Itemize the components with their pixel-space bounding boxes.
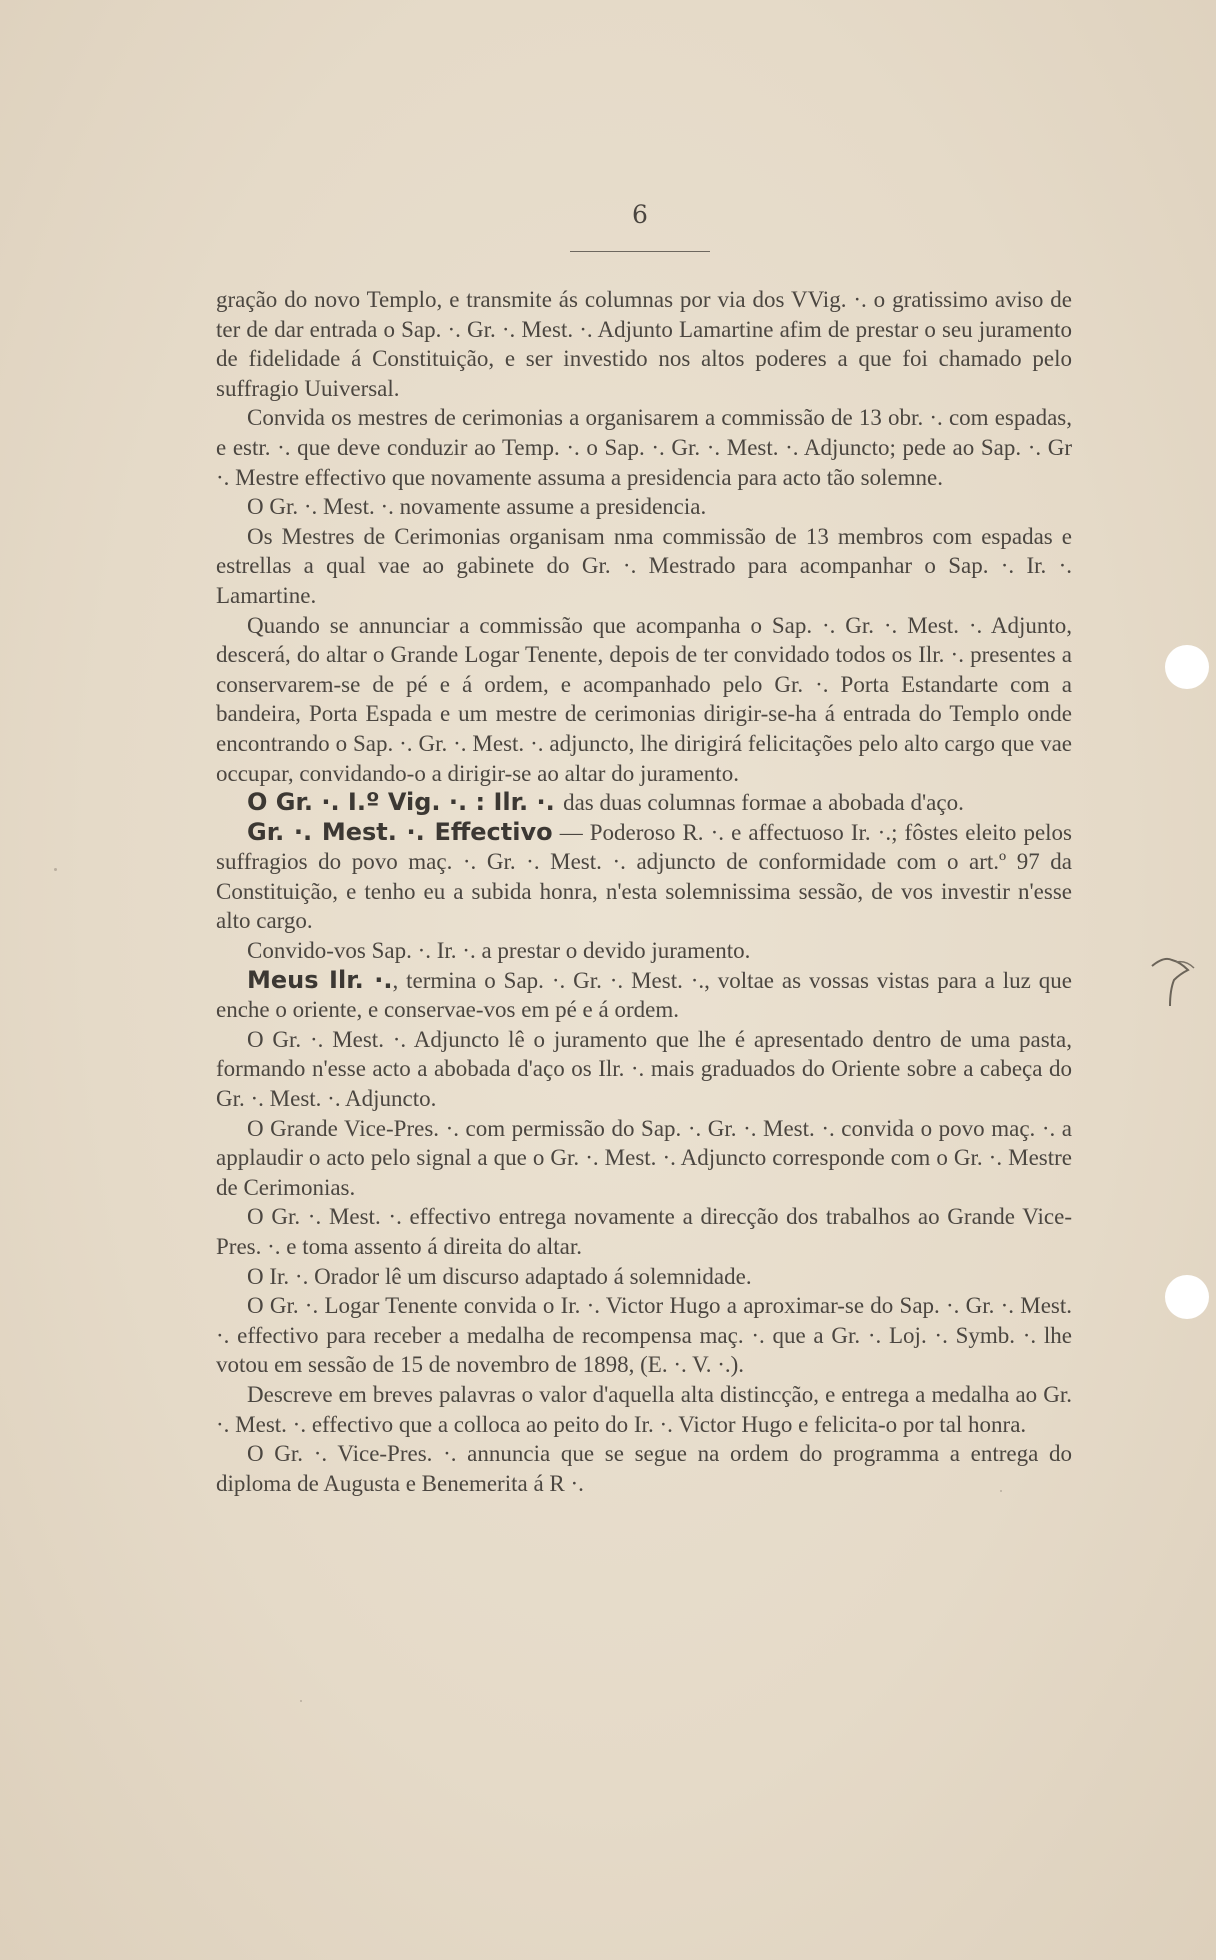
text-run: Convida os mestres de cerimonias a organisarem a commissão de 13 obr. ·. com espadas, e estr. ·. que deve conduzir ao Temp. ·. o Sap. ·. Gr. ·. Mest. ·. Adjuncto; pede ao Sap. ·. Gr ·. Mestre effectivo que novamente assuma a presidencia para acto tão solemne. bbox=[216, 405, 1072, 490]
paper-speck bbox=[54, 868, 57, 871]
paragraph bbox=[216, 285, 1072, 403]
paragraph bbox=[216, 1380, 1072, 1439]
paragraph bbox=[216, 966, 1072, 1025]
paragraph bbox=[216, 788, 1072, 818]
header-rule bbox=[570, 251, 710, 252]
body-text bbox=[216, 285, 1072, 1498]
binding-hole bbox=[1165, 645, 1209, 689]
text-run: O Gr. ·. Vice-Pres. ·. annuncia que se segue na ordem do programma a entrega do diploma de Augusta e Benemerita á R ·. bbox=[216, 1441, 1072, 1496]
ink-mark bbox=[1150, 950, 1196, 1010]
paragraph bbox=[216, 818, 1072, 936]
text-run: das duas columnas formae a abobada d'aço. bbox=[563, 790, 964, 816]
text-run: O Ir. ·. Orador lê um discurso adaptado á solemnidade. bbox=[247, 1263, 752, 1289]
text-run: Convido-vos Sap. ·. Ir. ·. a prestar o devido juramento. bbox=[247, 938, 751, 964]
text-run: O Gr. ·. Mest. ·. effectivo entrega novamente a direcção dos trabalhos ao Grande Vice-Pres. ·. e toma assento á direita do altar. bbox=[216, 1204, 1072, 1259]
paragraph bbox=[216, 1025, 1072, 1114]
text-run: Os Mestres de Cerimonias organisam nma commissão de 13 membros com espadas e estrellas a qual vae ao gabinete do Gr. ·. Mestrado para acompanhar o Sap. ·. Ir. ·. Lamartine. bbox=[216, 523, 1072, 608]
text-run: — Poderoso R. ·. e affectuoso Ir. ·.; fôstes eleito pelos suffragios do povo maç. ·. Gr. ·. Mest. ·. adjuncto de conformidade com o art.º 97 da Constituição, e tenho eu a subida honra, n'esta solemnissima sessão, de vos investir n'esse alto cargo. bbox=[216, 819, 1072, 934]
paragraph bbox=[216, 1291, 1072, 1380]
paragraph bbox=[216, 936, 1072, 966]
text-run: O Gr. ·. Mest. ·. Adjuncto lê o juramento que lhe é apresentado dentro de uma pasta, formando n'esse acto a abobada d'aço os Ilr. ·. mais graduados do Oriente sobre a cabeça do Gr. ·. Mest. ·. Adjuncto. bbox=[216, 1026, 1072, 1112]
paragraph bbox=[216, 1262, 1072, 1292]
paragraph bbox=[216, 522, 1072, 611]
paragraph bbox=[216, 611, 1072, 789]
text-run: O Grande Vice-Pres. ·. com permissão do Sap. ·. Gr. ·. Mest. ·. convida o povo maç. ·. a applaudir o acto pelo signal a que o Gr. ·. Mest. ·. Adjuncto corresponde com o Gr. ·. Mestre de Cerimonias. bbox=[216, 1115, 1072, 1200]
text-run: Quando se annunciar a commissão que acompanha o Sap. ·. Gr. ·. Mest. ·. Adjunto, descerá, do altar o Grande Logar Tenente, depois de ter convidado todos os Ilr. ·. presentes a conservarem-se de pé e á ordem, e acompanhado pelo Gr. ·. Porta Estandarte com a bandeira, Porta Espada e um mestre de cerimonias dirigir-se-ha á entrada do Templo onde encontrando o Sap. ·. Gr. ·. Mest. ·. adjuncto, lhe dirigirá felicitações pelo alto cargo que vae occupar, convidando-o a dirigir-se ao altar do juramento. bbox=[216, 612, 1072, 786]
paragraph bbox=[216, 403, 1072, 492]
bold-phrase: Gr. ·. Mest. ·. Effectivo bbox=[247, 817, 553, 846]
text-run: , termina o Sap. ·. Gr. ·. Mest. ·., voltae as vossas vistas para a luz que enche o oriente, e conservae-vos em pé e á ordem. bbox=[216, 967, 1072, 1023]
paper-speck bbox=[300, 1700, 302, 1702]
text-run: Descreve em breves palavras o valor d'aquella alta distincção, e entrega a medalha ao Gr. ·. Mest. ·. effectivo que a colloca ao peito do Ir. ·. Victor Hugo e felicita-o por tal honra. bbox=[216, 1381, 1072, 1437]
bold-phrase: Meus Ilr. ·. bbox=[247, 965, 393, 994]
paragraph bbox=[216, 1439, 1072, 1498]
paragraph bbox=[216, 1202, 1072, 1261]
binding-hole bbox=[1165, 1275, 1209, 1319]
page-number: 6 bbox=[632, 200, 648, 229]
paragraph bbox=[216, 1114, 1072, 1203]
text-run: O Gr. ·. Mest. ·. novamente assume a presidencia. bbox=[247, 494, 707, 520]
text-run: gração do novo Templo, e transmite ás columnas por via dos VVig. ·. o gratissimo aviso de ter de dar entrada o Sap. ·. Gr. ·. Mest. ·. Adjunto Lamartine afim de prestar o seu juramento de fidelidade á Constituição, e ser investido nos altos poderes a que foi chamado pelo suffragio Uuiversal. bbox=[216, 287, 1072, 401]
bold-phrase: O Gr. ·. I.º Vig. ·. : Ilr. ·. bbox=[247, 788, 564, 817]
paragraph bbox=[216, 492, 1072, 522]
text-run: O Gr. ·. Logar Tenente convida o Ir. ·. Victor Hugo a aproximar-se do Sap. ·. Gr. ·. Mest. ·. effectivo para receber a medalha de recompensa maç. ·. que a Gr. ·. Loj. ·. Symb. ·. lhe votou em sessão de 15 de novembro de 1898, (E. ·. V. ·.). bbox=[216, 1293, 1072, 1378]
